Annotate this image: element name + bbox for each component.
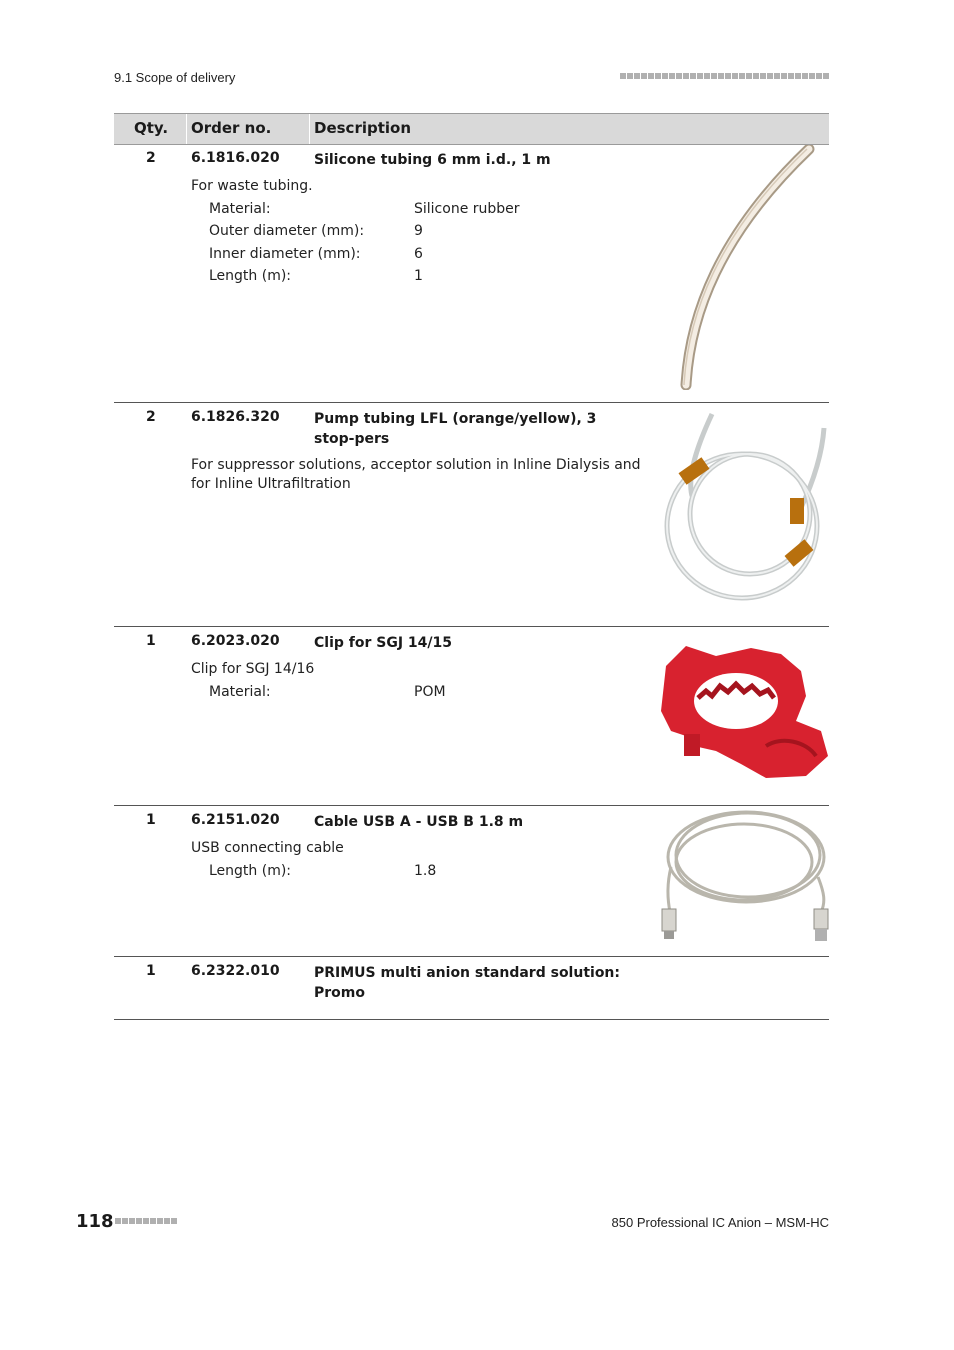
order-no: 6.2023.020: [191, 633, 280, 649]
table-row: [114, 404, 829, 624]
item-description: For waste tubing.: [191, 178, 313, 194]
section-title: 9.1 Scope of delivery: [114, 70, 236, 85]
item-title: Silicone tubing 6 mm i.d., 1 m: [314, 152, 551, 168]
order-no: 6.2151.020: [191, 812, 280, 828]
item-title: Pump tubing LFL (orange/yellow), 3 stop-pers: [314, 411, 597, 447]
item-title: PRIMUS multi anion standard solution: Promo: [314, 965, 620, 1001]
prop-name: Outer diameter (mm):: [209, 223, 365, 239]
table-row: [114, 628, 829, 803]
prop-value: 9: [414, 223, 423, 239]
prop-name: Material:: [209, 684, 271, 700]
prop-name: Material:: [209, 201, 271, 217]
silicone-tubing-image: [674, 145, 824, 390]
table-row: [114, 145, 829, 400]
table-row: [114, 807, 829, 954]
item-description: For suppressor solutions, acceptor solution in Inline Dialysis and for Inline Ultrafiltration: [191, 457, 641, 492]
prop-name: Length (m):: [209, 268, 292, 284]
prop-value: 1: [414, 268, 423, 284]
prop-value: 6: [414, 246, 423, 262]
table-row: [114, 958, 829, 1018]
row-divider: [114, 805, 829, 806]
product-name: 850 Professional IC Anion – MSM-HC: [611, 1215, 829, 1230]
item-description: USB connecting cable: [191, 840, 344, 856]
row-divider: [114, 1019, 829, 1020]
row-divider: [114, 956, 829, 957]
pump-tubing-image: [662, 406, 832, 606]
item-title: Clip for SGJ 14/15: [314, 635, 452, 651]
prop-name: Length (m):: [209, 863, 292, 879]
col-description: Description: [314, 119, 412, 137]
qty: 1: [146, 633, 156, 649]
row-divider: [114, 626, 829, 627]
prop-value: 1.8: [414, 863, 437, 879]
usb-cable-image: [656, 807, 831, 947]
clip-image: [656, 636, 831, 784]
prop-value: Silicone rubber: [414, 201, 520, 217]
footer-decoration: [115, 1218, 177, 1224]
item-title: Cable USB A - USB B 1.8 m: [314, 814, 524, 830]
col-qty: Qty.: [134, 119, 169, 137]
qty: 1: [146, 963, 156, 979]
header-decoration: [620, 73, 829, 79]
qty: 2: [146, 409, 156, 425]
item-description: Clip for SGJ 14/16: [191, 661, 315, 677]
row-divider: [114, 402, 829, 403]
col-order-no: Order no.: [191, 119, 272, 137]
table-header: [114, 113, 829, 145]
order-no: 6.1816.020: [191, 150, 280, 166]
qty: 1: [146, 812, 156, 828]
order-no: 6.1826.320: [191, 409, 280, 425]
qty: 2: [146, 150, 156, 166]
prop-value: POM: [414, 684, 446, 700]
prop-name: Inner diameter (mm):: [209, 246, 361, 262]
page-number: 118: [76, 1211, 114, 1232]
order-no: 6.2322.010: [191, 963, 280, 979]
